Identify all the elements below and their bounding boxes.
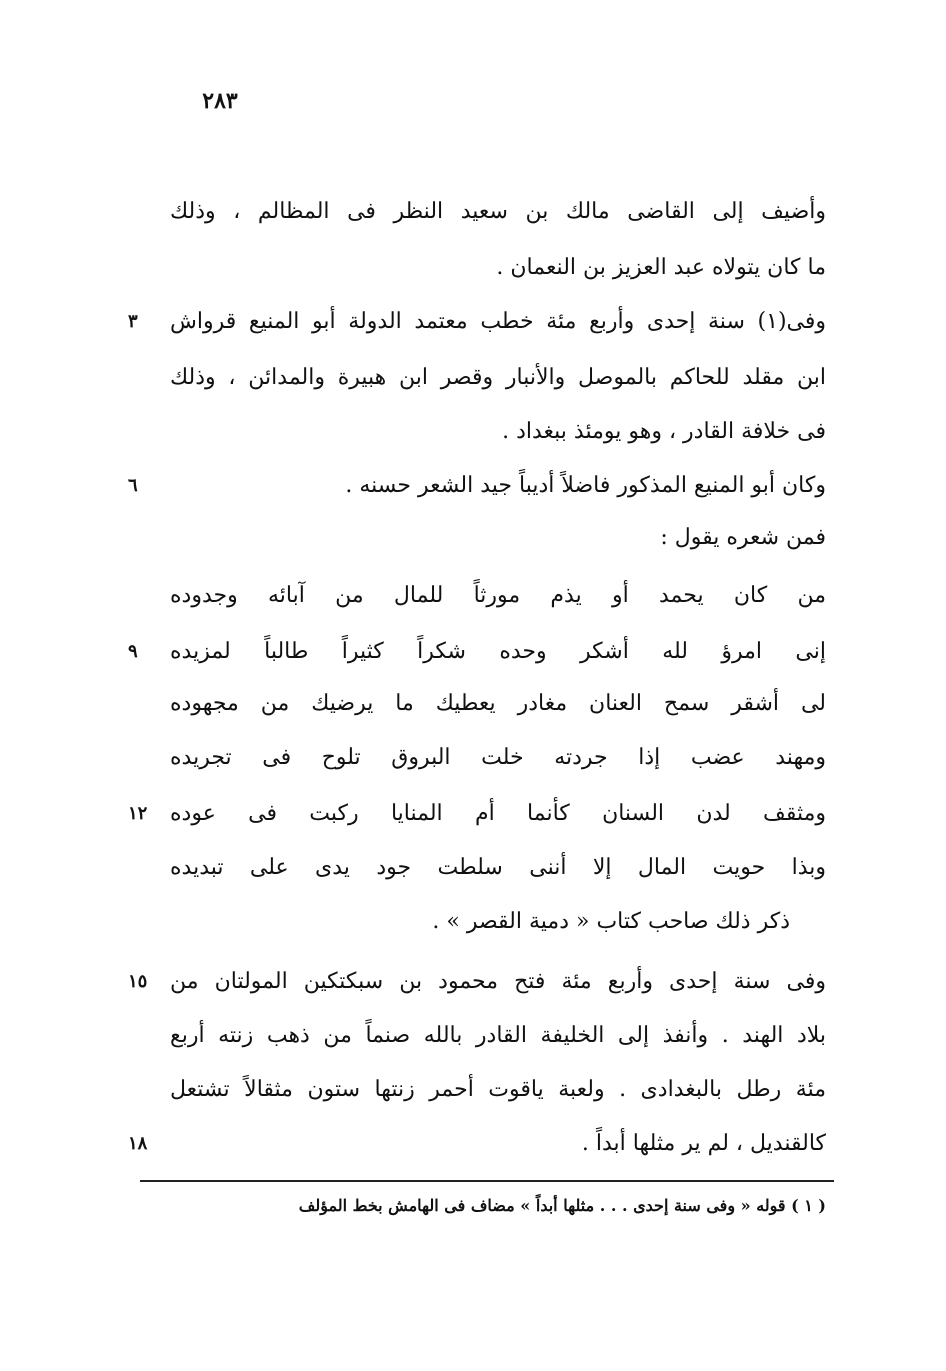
margin-line-number: ١٥ — [128, 971, 148, 992]
poem-verse: من كان يحمد أو يذم مورثاً للمال من آبائه وجدوده — [170, 583, 826, 608]
footnote-divider — [140, 1180, 834, 1182]
text-line: ذكر ذلك صاحب كتاب « دمية القصر » . — [432, 909, 790, 934]
poem-verse: إنى امرؤ لله أشكر وحده شكراً كثيراً طالباً لمزيده — [170, 639, 826, 664]
text-line: وفى سنة إحدى وأربع مئة فتح محمود بن سبكتكين المولتان من — [170, 969, 826, 994]
text-line: كالقنديل ، لم ير مثلها أبداً . — [581, 1131, 826, 1156]
text-line: وفى(١) سنة إحدى وأربع مئة خطب معتمد الدولة أبو المنيع قرواش — [170, 309, 826, 334]
poem-verse: وبذا حويت المال إلا أننى سلطت جود يدى على تبديده — [170, 855, 826, 880]
margin-line-number: ٣ — [128, 311, 138, 332]
text-line: فى خلافة القادر ، وهو يومئذ ببغداد . — [502, 419, 826, 444]
footnote: ( ١ ) قوله « وفى سنة إحدى . . . مثلها أبداً » مضاف فى الهامش بخط المؤلف — [298, 1196, 826, 1215]
text-line: بلاد الهند . وأنفذ إلى الخليفة القادر بالله صنماً من ذهب زنته أربع — [170, 1023, 826, 1048]
page-number: ٢٨٣ — [202, 88, 238, 114]
text-line: ابن مقلد للحاكم بالموصل والأنبار وقصر ابن هبيرة والمدائن ، وذلك — [170, 365, 826, 390]
text-line: ما كان يتولاه عبد العزيز بن النعمان . — [496, 255, 826, 280]
text-line: وأضيف إلى القاضى مالك بن سعيد النظر فى المظالم ، وذلك — [170, 199, 826, 224]
text-line: فمن شعره يقول : — [660, 525, 826, 550]
margin-line-number: ٩ — [128, 641, 138, 662]
margin-line-number: ٦ — [128, 475, 138, 496]
text-line: مئة رطل بالبغدادى . ولعبة ياقوت أحمر زنتها ستون مثقالاً تشتعل — [170, 1077, 826, 1102]
text-line: وكان أبو المنيع المذكور فاضلاً أديباً جيد الشعر حسنه . — [345, 473, 826, 498]
poem-verse: ومثقف لدن السنان كأنما أم المنايا ركبت فى عوده — [170, 801, 826, 826]
margin-line-number: ١٢ — [128, 803, 148, 824]
poem-verse: ومهند عضب إذا جردته خلت البروق تلوح فى تجريده — [170, 745, 826, 770]
poem-verse: لى أشقر سمح العنان مغادر يعطيك ما يرضيك من مجهوده — [170, 691, 826, 716]
margin-line-number: ١٨ — [128, 1133, 148, 1154]
